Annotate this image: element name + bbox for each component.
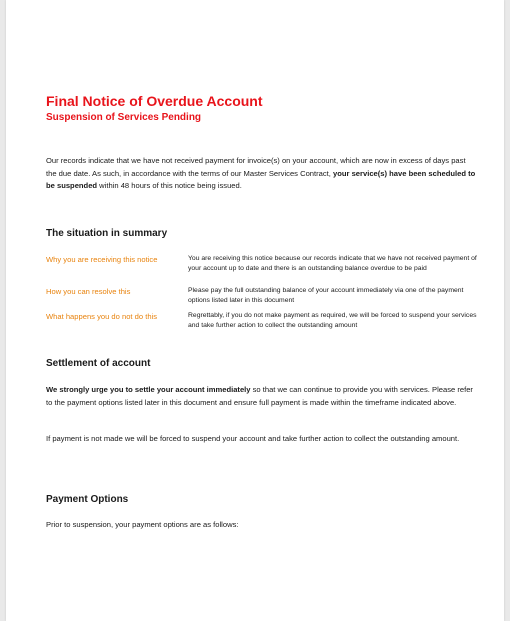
intro-text-before: Our records indicate that we have not received payment for invoice(s) on your account, which are now in excess of days past the due date. As such, in accordance with the terms of our Master Services Contract, bbox=[46, 156, 466, 178]
settlement-heading: Settlement of account bbox=[46, 358, 151, 369]
document-subtitle: Suspension of Services Pending bbox=[46, 112, 202, 123]
summary-row-label-what: What happens you do not do this bbox=[46, 312, 158, 321]
intro-bold-text: your service(s) have been scheduled to be suspended bbox=[46, 168, 476, 190]
settlement-paragraph-1 bbox=[46, 384, 476, 409]
summary-row-text-why: You are receiving this notice because our records indicate that we have not received payment of your account up to date and there is an outstanding balance overdue to be paid bbox=[188, 255, 477, 273]
settlement-bold-text: We strongly urge you to settle your account immediately bbox=[46, 385, 251, 394]
summary-heading: The situation in summary bbox=[46, 228, 168, 239]
payment-paragraph: Prior to suspension, your payment options are as follows: bbox=[46, 520, 239, 529]
document-page bbox=[6, 0, 504, 621]
summary-row-label-how: How you can resolve this bbox=[46, 287, 131, 296]
summary-row-text-how: Please pay the full outstanding balance of your account immediately via one of the payment options listed later in this document bbox=[188, 287, 464, 305]
summary-row-label-why: Why you are receiving this notice bbox=[46, 255, 158, 264]
intro-text-after: within 48 hours of this notice being issued. bbox=[97, 181, 242, 190]
settlement-text-rest: so that we can continue to provide you with services. Please refer to the payment options listed later in this document and ensure full payment is made within the timeframe indicated above. bbox=[46, 385, 473, 407]
settlement-paragraph-2: If payment is not made we will be forced to suspend your account and take further action to collect the outstanding amount. bbox=[46, 434, 460, 443]
document-title: Final Notice of Overdue Account bbox=[46, 93, 263, 109]
payment-heading: Payment Options bbox=[46, 494, 129, 505]
summary-row-text-what: Regrettably, if you do not make payment as required, we will be forced to suspend your services and take further action to collect the outstanding amount bbox=[188, 312, 477, 330]
intro-paragraph bbox=[46, 155, 476, 193]
